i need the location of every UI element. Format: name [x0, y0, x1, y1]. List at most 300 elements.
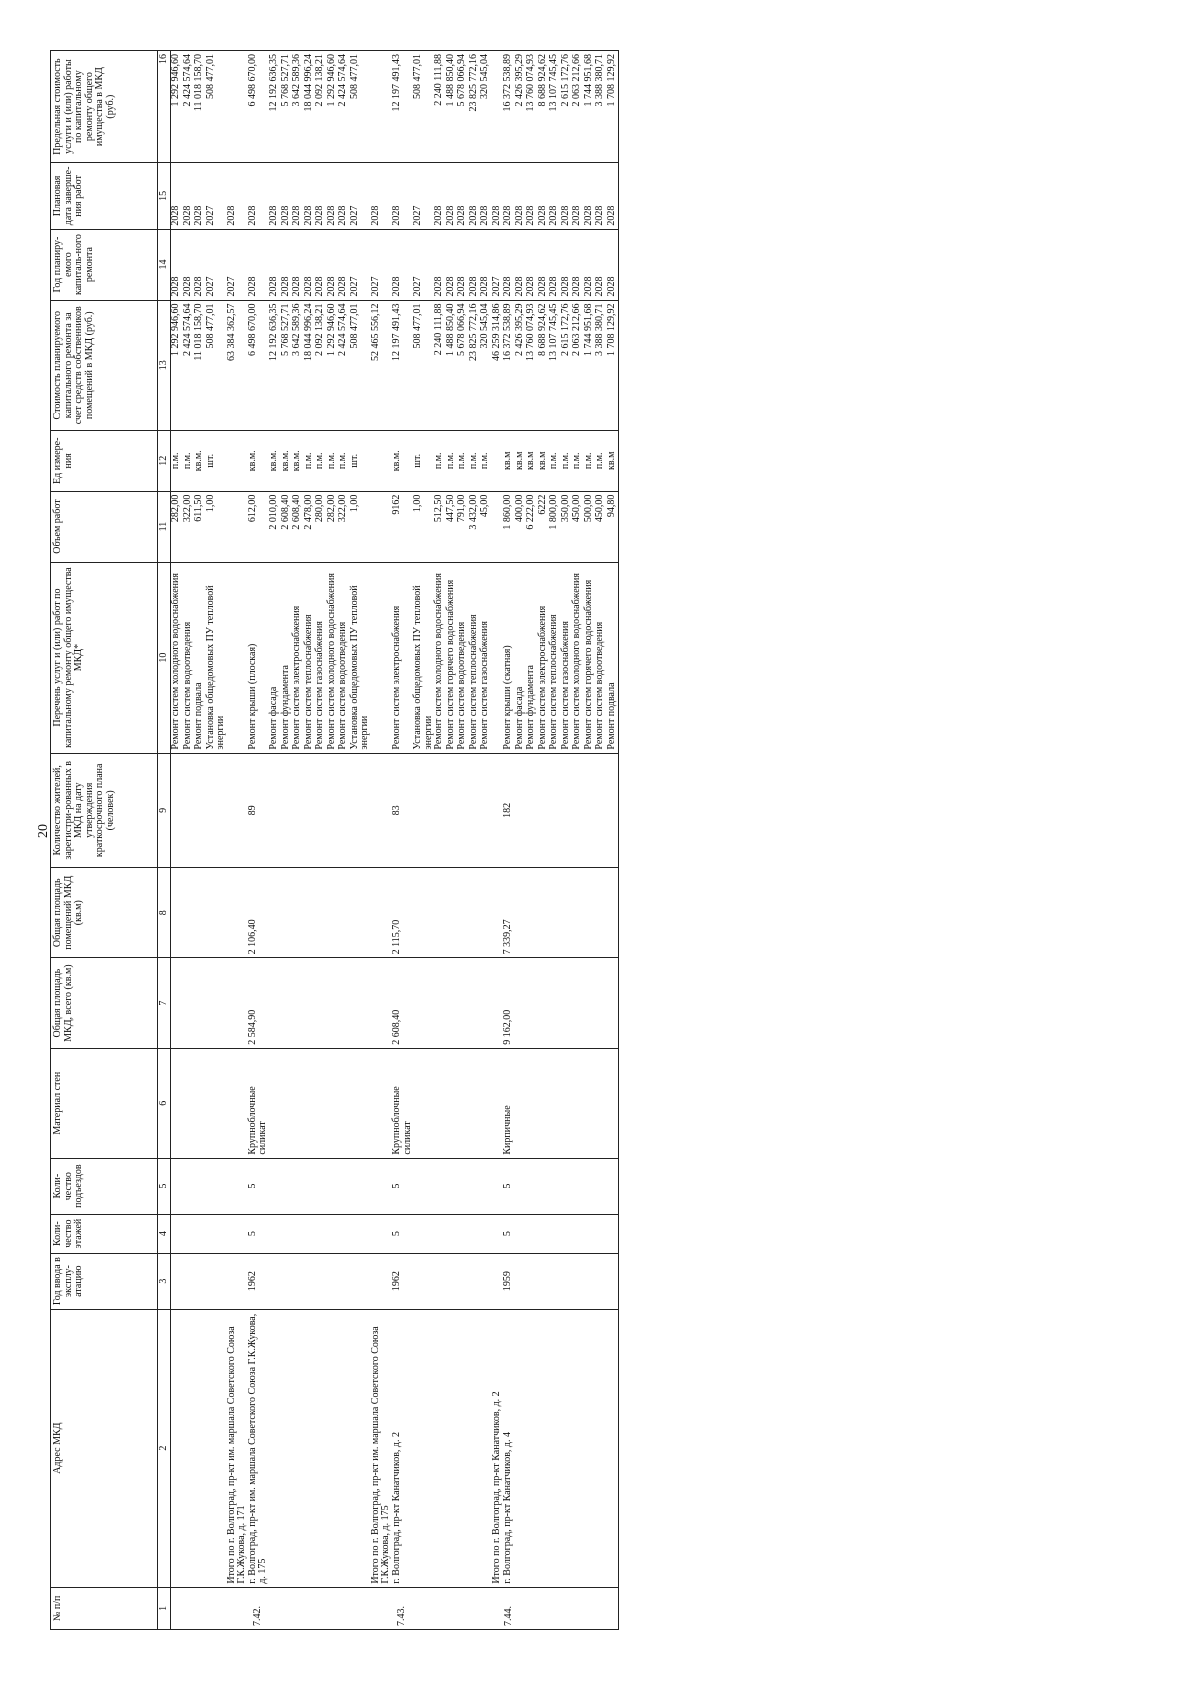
cell-col-12: кв.м. [292, 430, 304, 491]
cell-col-8 [595, 868, 607, 958]
cell-col-8 [515, 868, 527, 958]
cell-col-16: 13 760 074,93 [526, 51, 538, 163]
cell-col-13: 2 424 574,64 [338, 300, 350, 430]
cell-col-6 [572, 1048, 584, 1158]
cell-col-12 [371, 430, 392, 491]
cell-col-10: Ремонт систем газоснабжения [315, 562, 327, 753]
cell-col-4 [292, 1214, 304, 1253]
cell-col-10: Ремонт крыши (плоская) [248, 562, 269, 753]
cell-col-15: 2028 [503, 163, 515, 229]
cell-col-3 [549, 1253, 561, 1309]
cell-col-11: 612,00 [248, 491, 269, 562]
cell-col-6 [595, 1048, 607, 1158]
cell-col-10: Ремонт систем электроснабжения [292, 562, 304, 753]
cell-col-5 [572, 1158, 584, 1214]
cell-col-9 [457, 753, 469, 867]
cell-col-8 [584, 868, 596, 958]
cell-col-13: 63 384 362,57 [227, 300, 248, 430]
cell-col-2 [315, 1309, 327, 1587]
cell-col-13: 1 488 850,40 [446, 300, 458, 430]
cell-col-3 [607, 1253, 619, 1309]
cell-col-13: 3 388 380,71 [595, 300, 607, 430]
cell-col-10: Ремонт фундамента [281, 562, 293, 753]
cell-col-4 [227, 1214, 248, 1253]
cell-col-9 [304, 753, 316, 867]
table-row [413, 51, 434, 1630]
cell-col-8 [434, 868, 446, 958]
cell-col-15: 2028 [371, 163, 392, 229]
cell-col-1 [526, 1587, 538, 1629]
cell-col-13: 46 259 314,86 [492, 300, 504, 430]
cell-col-2 [549, 1309, 561, 1587]
cell-col-13: 1 292 946,60 [327, 300, 339, 430]
column-number-14: 14 [158, 229, 171, 300]
cell-col-14: 2028 [607, 229, 619, 300]
cell-col-15: 2028 [292, 163, 304, 229]
cell-col-7 [350, 958, 371, 1048]
document-sheet [50, 50, 1160, 1630]
cell-col-13: 1 292 946,60 [171, 300, 183, 430]
cell-col-5 [480, 1158, 492, 1214]
cell-col-3 [227, 1253, 248, 1309]
cell-col-1 [561, 1587, 573, 1629]
cell-col-7 [371, 958, 392, 1048]
cell-col-4 [584, 1214, 596, 1253]
cell-col-2 [561, 1309, 573, 1587]
cell-col-3 [292, 1253, 304, 1309]
cell-col-8 [292, 868, 304, 958]
column-header-16: Предельная стоимость услуги и (или) работы по капитальному ремонту общего имущества в МКД (руб.) [51, 51, 158, 163]
cell-col-6 [315, 1048, 327, 1158]
cell-col-7 [338, 958, 350, 1048]
cell-col-6 [194, 1048, 206, 1158]
cell-col-15: 2028 [469, 163, 481, 229]
cell-col-2: г. Волгоград, пр-кт Канатчиков, д. 4 [503, 1309, 515, 1587]
cell-col-13: 16 372 538,89 [503, 300, 515, 430]
cell-col-7 [607, 958, 619, 1048]
cell-col-1 [281, 1587, 293, 1629]
cell-col-10: Ремонт систем теплоснабжения [304, 562, 316, 753]
cell-col-15: 2028 [607, 163, 619, 229]
cell-col-12: п.м. [338, 430, 350, 491]
cell-col-10: Ремонт крыши (скатная) [503, 562, 515, 753]
cell-col-11: 2 608,40 [292, 491, 304, 562]
cell-col-12: п.м. [572, 430, 584, 491]
cell-col-1 [434, 1587, 446, 1629]
cell-col-2: Итого по г. Волгоград, пр-кт им. маршала Советского Союза Г.К.Жукова, д. 171 [227, 1309, 248, 1587]
cell-col-16: 23 825 772,16 [469, 51, 481, 163]
cell-col-14: 2028 [183, 229, 195, 300]
cell-col-15: 2028 [561, 163, 573, 229]
cell-col-1 [469, 1587, 481, 1629]
cell-col-1 [338, 1587, 350, 1629]
cell-col-15: 2028 [183, 163, 195, 229]
cell-col-3 [194, 1253, 206, 1309]
column-number-10: 10 [158, 562, 171, 753]
cell-col-6: Кирпичные [503, 1048, 515, 1158]
cell-col-8 [194, 868, 206, 958]
cell-col-13: 52 465 556,12 [371, 300, 392, 430]
cell-col-9 [515, 753, 527, 867]
cell-col-7 [480, 958, 492, 1048]
cell-col-7 [457, 958, 469, 1048]
cell-col-14: 2028 [269, 229, 281, 300]
header-row [51, 51, 158, 1630]
cell-col-16: 8 688 924,62 [538, 51, 550, 163]
cell-col-15: 2028 [327, 163, 339, 229]
cell-col-9 [595, 753, 607, 867]
cell-col-7 [584, 958, 596, 1048]
cell-col-15: 2028 [434, 163, 446, 229]
column-header-8: Общая площадь помещений МКД (кв.м) [51, 868, 158, 958]
cell-col-4 [206, 1214, 227, 1253]
cell-col-1 [371, 1587, 392, 1629]
column-number-13: 13 [158, 300, 171, 430]
cell-col-6 [607, 1048, 619, 1158]
cell-col-1 [584, 1587, 596, 1629]
cell-col-4 [526, 1214, 538, 1253]
cell-col-4 [515, 1214, 527, 1253]
cell-col-9 [281, 753, 293, 867]
cell-col-6 [446, 1048, 458, 1158]
cell-col-1 [227, 1587, 248, 1629]
cell-col-12: п.м. [561, 430, 573, 491]
cell-col-13: 2 063 212,66 [572, 300, 584, 430]
cell-col-1 [572, 1587, 584, 1629]
cell-col-2 [327, 1309, 339, 1587]
cell-col-10: Ремонт систем водоотведения [457, 562, 469, 753]
column-header-6: Материал стен [51, 1048, 158, 1158]
cell-col-13: 2 240 111,88 [434, 300, 446, 430]
cell-col-8 [446, 868, 458, 958]
cell-col-12: кв.м [503, 430, 515, 491]
cell-col-13: 18 044 996,24 [304, 300, 316, 430]
cell-col-16: 18 044 996,24 [304, 51, 316, 163]
cell-col-5: 5 [248, 1158, 269, 1214]
cell-col-2: г. Волгоград, пр-кт Канатчиков, д. 2 [392, 1309, 413, 1587]
cell-col-1 [538, 1587, 550, 1629]
table-row-total [371, 51, 392, 1630]
cell-col-6 [371, 1048, 392, 1158]
cell-col-2 [572, 1309, 584, 1587]
cell-col-4 [269, 1214, 281, 1253]
cell-col-12: кв.м [538, 430, 550, 491]
cell-col-11: 1 800,00 [549, 491, 561, 562]
cell-col-11: 6 222,00 [526, 491, 538, 562]
cell-col-6 [327, 1048, 339, 1158]
cell-col-7 [595, 958, 607, 1048]
cell-col-4 [607, 1214, 619, 1253]
cell-col-14: 2027 [492, 229, 504, 300]
cell-col-1 [446, 1587, 458, 1629]
cell-col-12: п.м. [480, 430, 492, 491]
cell-col-13: 12 192 636,35 [269, 300, 281, 430]
cell-col-6 [561, 1048, 573, 1158]
cell-col-11: 1,00 [206, 491, 227, 562]
cell-col-9 [413, 753, 434, 867]
cell-col-15: 2028 [549, 163, 561, 229]
cell-col-15: 2028 [281, 163, 293, 229]
cell-col-5 [315, 1158, 327, 1214]
cell-col-16: 16 372 538,89 [503, 51, 515, 163]
cell-col-10: Ремонт систем водоотведения [595, 562, 607, 753]
cell-col-4 [413, 1214, 434, 1253]
cell-col-3 [281, 1253, 293, 1309]
cell-col-3 [572, 1253, 584, 1309]
cell-col-3 [371, 1253, 392, 1309]
cell-col-6 [413, 1048, 434, 1158]
cell-col-9 [171, 753, 183, 867]
cell-col-16: 320 545,04 [480, 51, 492, 163]
cell-col-14: 2027 [206, 229, 227, 300]
cell-col-7 [413, 958, 434, 1048]
cell-col-7: 2 608,40 [392, 958, 413, 1048]
cell-col-9 [371, 753, 392, 867]
cell-col-16 [371, 51, 392, 163]
cell-col-5 [549, 1158, 561, 1214]
cell-col-16: 508 477,01 [206, 51, 227, 163]
cell-col-11: 791,00 [457, 491, 469, 562]
cell-col-6 [549, 1048, 561, 1158]
cell-col-4 [561, 1214, 573, 1253]
column-number-7: 7 [158, 958, 171, 1048]
cell-col-10: Ремонт фасада [515, 562, 527, 753]
cell-col-14: 2028 [446, 229, 458, 300]
table-row [194, 51, 206, 1630]
cell-col-9 [446, 753, 458, 867]
table-row [315, 51, 327, 1630]
cell-col-14: 2028 [304, 229, 316, 300]
cell-col-9 [549, 753, 561, 867]
cell-col-16: 2 424 574,64 [338, 51, 350, 163]
cell-col-6 [292, 1048, 304, 1158]
cell-col-8 [572, 868, 584, 958]
cell-col-15: 2028 [315, 163, 327, 229]
cell-col-2 [526, 1309, 538, 1587]
cell-col-9 [206, 753, 227, 867]
cell-col-14: 2028 [434, 229, 446, 300]
cell-col-11: 2 010,00 [269, 491, 281, 562]
cell-col-6 [584, 1048, 596, 1158]
cell-col-1: 7.42. [248, 1587, 269, 1629]
cell-col-4 [480, 1214, 492, 1253]
cell-col-15: 2028 [304, 163, 316, 229]
cell-col-9 [561, 753, 573, 867]
cell-col-13: 13 760 074,93 [526, 300, 538, 430]
column-header-2: Адрес МКД [51, 1309, 158, 1587]
cell-col-16 [227, 51, 248, 163]
cell-col-13: 2 615 172,76 [561, 300, 573, 430]
column-number-5: 5 [158, 1158, 171, 1214]
cell-col-15: 2028 [515, 163, 527, 229]
cell-col-10: Ремонт систем водоотведения [338, 562, 350, 753]
cell-col-13: 508 477,01 [206, 300, 227, 430]
cell-col-9 [538, 753, 550, 867]
column-number-15: 15 [158, 163, 171, 229]
cell-col-10: Ремонт фундамента [526, 562, 538, 753]
column-header-14: Год планиру-емого капиталь-ного ремонта [51, 229, 158, 300]
cell-col-4 [183, 1214, 195, 1253]
cell-col-13: 1 744 951,68 [584, 300, 596, 430]
cell-col-15: 2028 [338, 163, 350, 229]
cell-col-2 [595, 1309, 607, 1587]
column-header-12: Ед измере-ния [51, 430, 158, 491]
cell-col-13: 23 825 772,16 [469, 300, 481, 430]
cell-col-7 [315, 958, 327, 1048]
cell-col-6: Крупноблочные силикат [248, 1048, 269, 1158]
cell-col-7 [171, 958, 183, 1048]
cell-col-12: кв.м [607, 430, 619, 491]
cell-col-4 [371, 1214, 392, 1253]
page-number: 20 [36, 824, 51, 838]
cell-col-12: п.м. [315, 430, 327, 491]
cell-col-15: 2028 [227, 163, 248, 229]
cell-col-8 [480, 868, 492, 958]
cell-col-1 [292, 1587, 304, 1629]
cell-col-12: п.м. [457, 430, 469, 491]
cell-col-8 [561, 868, 573, 958]
table-row [171, 51, 183, 1630]
cell-col-14: 2028 [457, 229, 469, 300]
cell-col-7 [206, 958, 227, 1048]
cell-col-3 [413, 1253, 434, 1309]
cell-col-8 [526, 868, 538, 958]
column-header-3: Год ввода в эксплу-атацию [51, 1253, 158, 1309]
cell-col-14: 2027 [227, 229, 248, 300]
cell-col-8: 2 115,70 [392, 868, 413, 958]
cell-col-16: 1 292 946,60 [327, 51, 339, 163]
cell-col-12: п.м. [304, 430, 316, 491]
cell-col-14: 2028 [281, 229, 293, 300]
cell-col-6 [538, 1048, 550, 1158]
cell-col-12: кв.м. [281, 430, 293, 491]
cell-col-8 [269, 868, 281, 958]
cell-col-16: 2 240 111,88 [434, 51, 446, 163]
cell-col-2: Итого по г. Волгоград, пр-кт Канатчиков, д. 2 [492, 1309, 504, 1587]
cell-col-12: кв.м. [392, 430, 413, 491]
column-header-10: Перечень услуг и (или) работ по капитальному ремонту общего имущества МКД* [51, 562, 158, 753]
cell-col-1 [327, 1587, 339, 1629]
cell-col-2 [304, 1309, 316, 1587]
cell-col-12: шт. [350, 430, 371, 491]
cell-col-3 [434, 1253, 446, 1309]
cell-col-7 [469, 958, 481, 1048]
cell-col-5 [227, 1158, 248, 1214]
cell-col-7 [327, 958, 339, 1048]
cell-col-2 [269, 1309, 281, 1587]
cell-col-2 [194, 1309, 206, 1587]
cell-col-16: 3 388 380,71 [595, 51, 607, 163]
cell-col-5 [269, 1158, 281, 1214]
cell-col-6 [515, 1048, 527, 1158]
cell-col-8 [538, 868, 550, 958]
cell-col-12: кв.м [526, 430, 538, 491]
cell-col-9 [227, 753, 248, 867]
cell-col-10: Ремонт подвала [607, 562, 619, 753]
cell-col-16: 3 642 589,36 [292, 51, 304, 163]
cell-col-11: 45,00 [480, 491, 492, 562]
cell-col-7: 9 162,00 [503, 958, 515, 1048]
cell-col-5 [584, 1158, 596, 1214]
cell-col-4 [469, 1214, 481, 1253]
cell-col-9 [194, 753, 206, 867]
cell-col-8: 2 106,40 [248, 868, 269, 958]
cell-col-5 [171, 1158, 183, 1214]
cell-col-1 [515, 1587, 527, 1629]
cell-col-5 [515, 1158, 527, 1214]
cell-col-6 [457, 1048, 469, 1158]
cell-col-2 [446, 1309, 458, 1587]
cell-col-8 [327, 868, 339, 958]
cell-col-3 [327, 1253, 339, 1309]
cell-col-11 [227, 491, 248, 562]
column-header-4: Коли-чество этажей [51, 1214, 158, 1253]
cell-col-13: 12 197 491,43 [392, 300, 413, 430]
column-number-11: 11 [158, 491, 171, 562]
table-body [171, 51, 619, 1630]
cell-col-14: 2028 [584, 229, 596, 300]
cell-col-14: 2027 [350, 229, 371, 300]
cell-col-4 [595, 1214, 607, 1253]
cell-col-10 [371, 562, 392, 753]
cell-col-4 [549, 1214, 561, 1253]
table-header [51, 51, 171, 1630]
cell-col-16: 2 063 212,66 [572, 51, 584, 163]
cell-col-5 [338, 1158, 350, 1214]
cell-col-9 [480, 753, 492, 867]
cell-col-10: Ремонт систем холодного водоснабжения [572, 562, 584, 753]
table-row [350, 51, 371, 1630]
cell-col-7 [572, 958, 584, 1048]
cell-col-9 [292, 753, 304, 867]
cell-col-3 [338, 1253, 350, 1309]
cell-col-11: 282,00 [327, 491, 339, 562]
cell-col-5: 5 [392, 1158, 413, 1214]
cell-col-12 [227, 430, 248, 491]
cell-col-15: 2028 [595, 163, 607, 229]
column-header-7: Общая площадь МКД, всего (кв.м) [51, 958, 158, 1048]
cell-col-11: 282,00 [171, 491, 183, 562]
cell-col-14: 2028 [315, 229, 327, 300]
cell-col-9 [572, 753, 584, 867]
column-number-12: 12 [158, 430, 171, 491]
cell-col-12: п.м. [171, 430, 183, 491]
cell-col-12: кв.м. [269, 430, 281, 491]
cell-col-4 [434, 1214, 446, 1253]
cell-col-10: Ремонт систем горячего водоснабжения [446, 562, 458, 753]
cell-col-2 [413, 1309, 434, 1587]
cell-col-7 [227, 958, 248, 1048]
cell-col-16: 2 615 172,76 [561, 51, 573, 163]
cell-col-11: 1,00 [350, 491, 371, 562]
cell-col-7 [549, 958, 561, 1048]
cell-col-3: 1959 [503, 1253, 515, 1309]
cell-col-11: 400,00 [515, 491, 527, 562]
cell-col-13: 508 477,01 [350, 300, 371, 430]
cell-col-9 [315, 753, 327, 867]
cell-col-7 [515, 958, 527, 1048]
cell-col-4 [350, 1214, 371, 1253]
cell-col-14: 2028 [515, 229, 527, 300]
cell-col-1 [206, 1587, 227, 1629]
cell-col-16: 11 018 158,70 [194, 51, 206, 163]
cell-col-8 [457, 868, 469, 958]
cell-col-12: п.м. [327, 430, 339, 491]
cell-col-11: 1 860,00 [503, 491, 515, 562]
cell-col-8 [304, 868, 316, 958]
cell-col-5 [446, 1158, 458, 1214]
cell-col-7 [526, 958, 538, 1048]
